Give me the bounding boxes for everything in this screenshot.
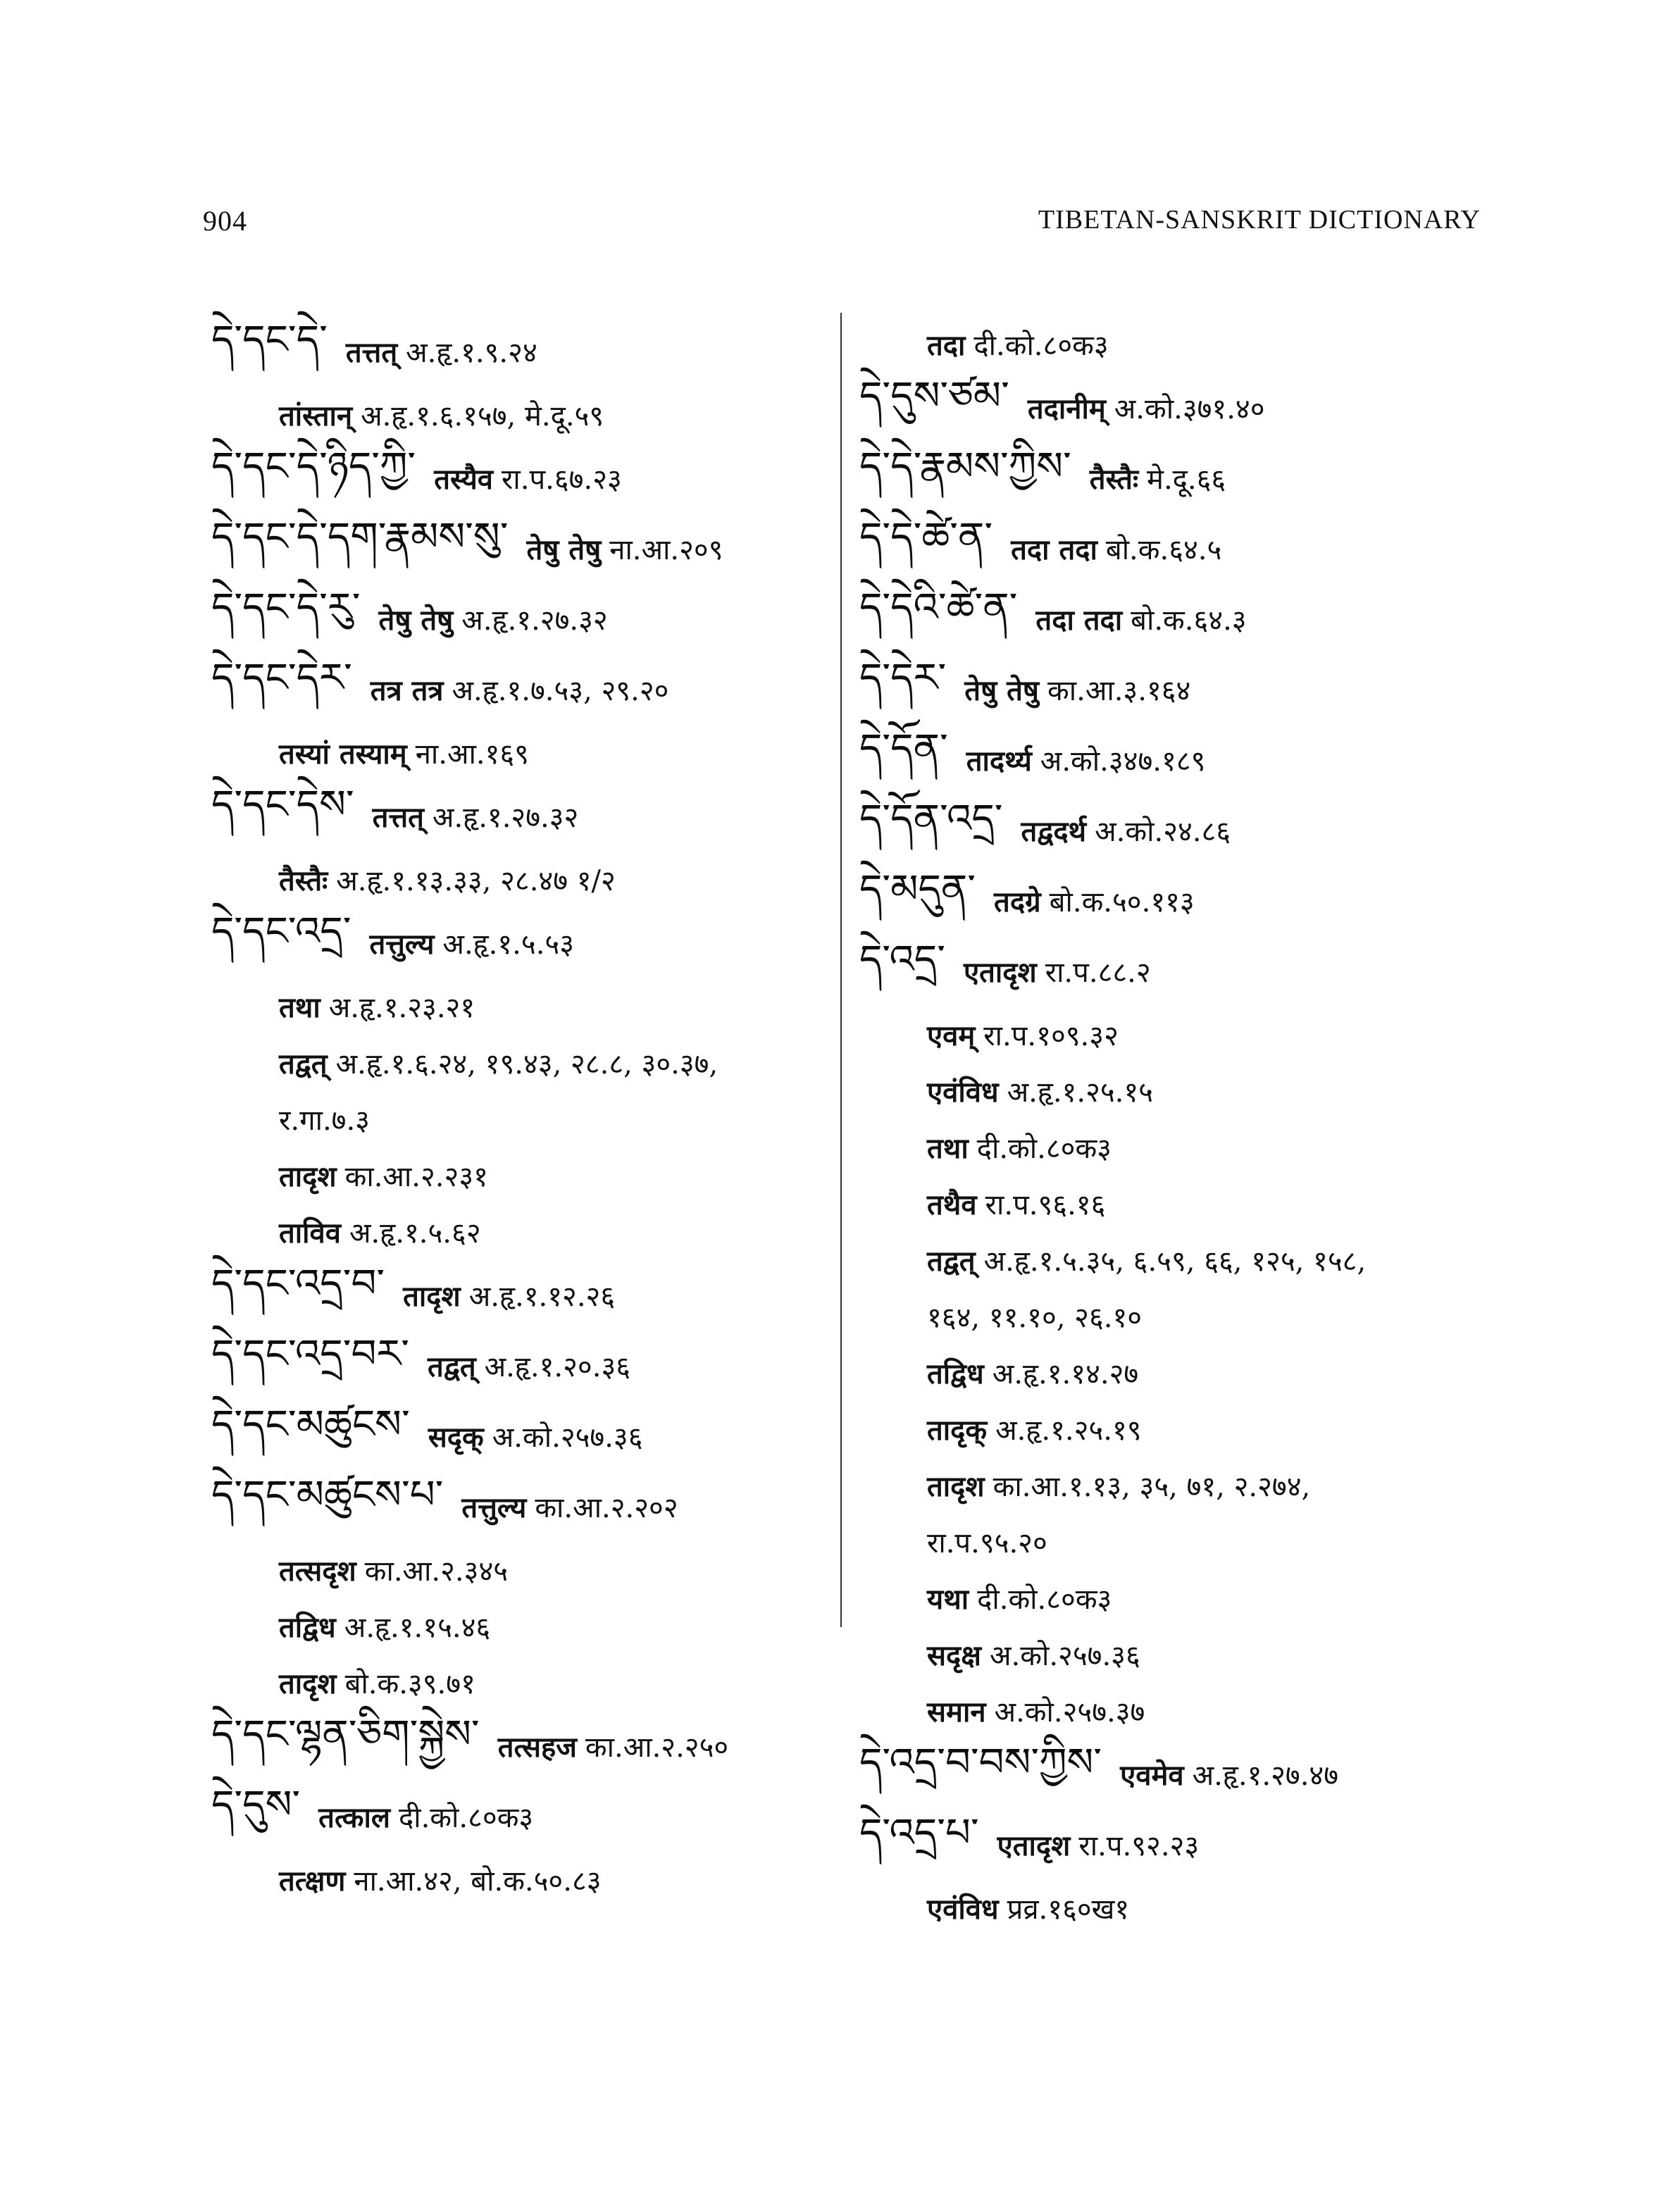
tibetan-headword: དེ་དང་དེ་ [211, 317, 328, 363]
source-reference: अ.हृ.१.२५.१९ [995, 1414, 1142, 1447]
source-reference: का.आ.२.३४५ [364, 1555, 509, 1588]
source-reference: ना.आ.१६९ [415, 737, 529, 771]
sanskrit-term: तादृश [927, 1469, 985, 1503]
left-column [211, 316, 831, 1907]
tibetan-headword: དེ་དང་མཚུངས་པ་ [211, 1472, 444, 1518]
source-reference: अ.को.२५७.३६ [492, 1421, 643, 1454]
sanskrit-equivalent [211, 1147, 831, 1203]
column-divider [840, 313, 842, 1627]
source-reference: अ.हृ.१.२७.३२ [432, 801, 579, 834]
source-reference: रा.प.९५.२० [927, 1526, 1047, 1559]
source-reference: दी.को.८०क३ [976, 1132, 1112, 1165]
source-reference: अ.हृ.१.५.३५, ६.५९, ६६, १२५, १५८, [983, 1245, 1367, 1278]
sanskrit-term: तत्सहज [497, 1730, 577, 1764]
source-reference: अ.हृ.१.९.२४ [406, 336, 537, 369]
source-reference: अ.हृ.१.१५.४६ [344, 1611, 491, 1644]
sanskrit-term: सदृक् [428, 1420, 484, 1454]
reference-continuation [859, 1288, 1493, 1344]
source-reference: अ.को.२५७.३७ [994, 1695, 1145, 1729]
sanskrit-term: तादृक् [927, 1413, 988, 1447]
sanskrit-equivalent [211, 1598, 831, 1654]
dictionary-entry [859, 865, 1493, 935]
source-reference: प्रव्र.१६०ख१ [1007, 1893, 1130, 1926]
source-reference: अ.हृ.१.२३.२१ [328, 991, 475, 1024]
dictionary-entry [859, 1809, 1493, 1879]
sanskrit-equivalent [211, 1541, 831, 1598]
sanskrit-equivalent [859, 1344, 1493, 1400]
source-reference: अ.हृ.१.५.६२ [349, 1216, 481, 1250]
tibetan-headword: དེ་དང་དེ་དག་རྣམས་སུ་ [211, 514, 509, 560]
sanskrit-term: तथैव [927, 1188, 977, 1221]
sanskrit-term: तत्सदृश [279, 1554, 356, 1588]
running-title: TIBETAN-SANSKRIT DICTIONARY [1038, 205, 1481, 235]
sanskrit-equivalent [859, 1457, 1493, 1513]
source-reference: का.आ.२.२५० [585, 1731, 729, 1764]
tibetan-headword: དེ་དང་དེ་ཉིད་ཀྱི་ [211, 444, 416, 490]
reference-continuation [211, 1090, 831, 1147]
reference-continuation [859, 1513, 1493, 1569]
tibetan-headword: དེ་དེར་ [859, 655, 947, 701]
sanskrit-equivalent [211, 1851, 831, 1907]
sanskrit-term: तद्वत् [279, 1047, 328, 1081]
sanskrit-term: तत्काल [318, 1800, 390, 1834]
source-reference: रा.प.८८.२ [1045, 956, 1151, 989]
dictionary-entry [211, 907, 831, 978]
dictionary-entry [211, 316, 831, 386]
source-reference: अ.हृ.१.६.२४, १९.४३, २८.८, ३०.३७, [335, 1047, 718, 1081]
sanskrit-term: सदृक्ष [927, 1638, 981, 1672]
source-reference: रा.प.९६.१६ [985, 1188, 1106, 1221]
right-column [859, 316, 1493, 1936]
sanskrit-term: तत्क्षण [279, 1864, 346, 1898]
source-reference: र.गा.७.३ [279, 1104, 370, 1137]
source-reference: अ.हृ.१.१२.२६ [468, 1280, 616, 1313]
source-reference: का.आ.२.२०२ [535, 1491, 678, 1524]
source-reference: मे.दू.६६ [1147, 463, 1226, 496]
sanskrit-term: तादृश [279, 1667, 337, 1700]
sanskrit-term: तद्वत् [428, 1350, 476, 1383]
source-reference: अ.हृ.१.१३.३३, २८.४७ १/२ [336, 864, 616, 897]
tibetan-headword: དེ་དང་དེ་རུ་ [211, 585, 361, 630]
sanskrit-term: तस्यां तस्याम् [279, 737, 407, 771]
sanskrit-equivalent [859, 1879, 1493, 1936]
dictionary-entry [211, 780, 831, 851]
source-reference: अ.हृ.१.२०.३६ [484, 1350, 631, 1383]
source-reference: १६४, ११.१०, २६.१० [927, 1301, 1143, 1334]
source-reference: का.आ.२.२३१ [344, 1160, 488, 1193]
sanskrit-term: एतादृश [997, 1829, 1071, 1862]
sanskrit-term: एवंविध [927, 1075, 999, 1109]
source-reference: बो.क.६४.५ [1105, 533, 1222, 566]
source-reference: बो.क.६४.३ [1131, 604, 1247, 637]
sanskrit-equivalent [859, 1062, 1493, 1119]
source-reference: रा.प.१०९.३२ [983, 1019, 1119, 1052]
source-reference: दी.को.८०क३ [977, 1583, 1112, 1616]
sanskrit-term: तद्वत् [927, 1244, 976, 1278]
source-reference: ना.आ.४२, बो.क.५०.८३ [354, 1864, 602, 1898]
source-reference: दी.को.८०क३ [398, 1801, 534, 1834]
sanskrit-term: तेषु तेषु [378, 603, 454, 637]
tibetan-headword: དེ་འདྲ་བ་བས་ཀྱིས་ [859, 1740, 1102, 1786]
tibetan-headword: དེ་དེའི་ཚེ་ན་ [859, 585, 1018, 630]
dictionary-entry [211, 654, 831, 724]
source-reference: अ.को.२५७.३६ [989, 1639, 1140, 1672]
dictionary-entry [859, 583, 1493, 654]
page-number: 904 [203, 205, 247, 237]
dictionary-entry [211, 1710, 831, 1781]
sanskrit-term: तेषु तेषु [526, 533, 602, 566]
tibetan-headword: དེ་དང་འདྲ་བར་ [211, 1331, 410, 1377]
sanskrit-term: तद्वदर्थ [1021, 814, 1087, 848]
sanskrit-equivalent [211, 978, 831, 1034]
source-reference: ना.आ.२०९ [609, 533, 723, 566]
sanskrit-term: एवमेव [1120, 1758, 1184, 1792]
sanskrit-term: समान [927, 1695, 986, 1729]
sanskrit-term: तादृश [403, 1279, 461, 1313]
sanskrit-equivalent [859, 1400, 1493, 1457]
tibetan-headword: དེ་དང་དེར་ [211, 655, 352, 701]
tibetan-headword: དེ་དེ་རྣམས་ཀྱིས་ [859, 444, 1071, 490]
tibetan-headword: དེ་དང་ལྷན་ཅིག་སྐྱེས་ [211, 1712, 480, 1757]
source-reference: का.आ.१.१३, ३५, ७१, २.२७४, [993, 1470, 1311, 1503]
sanskrit-equivalent [859, 1175, 1493, 1231]
sanskrit-term: तादर्थ्य [966, 744, 1032, 778]
source-reference: दी.को.८०क३ [973, 329, 1109, 362]
sanskrit-term: ताविव [279, 1216, 341, 1250]
sanskrit-term: तत्र तत्र [370, 673, 444, 707]
source-reference: का.आ.३.१६४ [1047, 674, 1191, 707]
source-reference: रा.प.९२.२३ [1078, 1829, 1200, 1862]
source-reference: अ.हृ.१.६.१५७, मे.दू.५९ [361, 399, 604, 432]
sanskrit-term: तस्यैव [434, 462, 494, 496]
sanskrit-term: तैस्तैः [1089, 462, 1139, 496]
tibetan-headword: དེ་དང་འདྲ་བ་ [211, 1261, 385, 1307]
tibetan-headword: དེ་དང་འདྲ་ [211, 909, 351, 954]
tibetan-headword: དེ་འདྲ་པ་ [859, 1810, 979, 1856]
tibetan-headword: དེ་དང་དེས་ [211, 782, 354, 828]
sanskrit-equivalent [211, 1034, 831, 1090]
tibetan-headword: དེ་དུས་ [211, 1782, 301, 1828]
sanskrit-term: तथा [279, 990, 321, 1024]
sanskrit-term: तेषु तेषु [964, 673, 1040, 707]
source-reference: बो.क.५०.११३ [1049, 885, 1195, 919]
sanskrit-term: तदा [927, 328, 966, 362]
tibetan-headword: དེ་དོན་འདྲ་ [859, 796, 1003, 842]
source-reference: अ.को.२४.८६ [1095, 815, 1231, 848]
sanskrit-equivalent [859, 1006, 1493, 1062]
tibetan-headword: དེ་དེ་ཚེ་ན་ [859, 514, 993, 560]
source-reference: अ.हृ.१.७.५३, २९.२० [452, 674, 669, 707]
tibetan-headword: དེ་དོན་ [859, 726, 948, 771]
sanskrit-term: तत्तत् [372, 800, 424, 834]
source-reference: अ.हृ.१.२७.३२ [461, 604, 608, 637]
sanskrit-term: तथा [927, 1131, 969, 1165]
source-reference: अ.हृ.१.१४.२७ [992, 1357, 1139, 1390]
source-reference: अ.को.३४७.१८९ [1040, 745, 1206, 778]
page-header [0, 204, 1680, 247]
source-reference: अ.हृ.१.२७.४७ [1192, 1759, 1339, 1792]
sanskrit-term: तद्विध [279, 1610, 336, 1644]
sanskrit-term: एवम् [927, 1019, 976, 1052]
sanskrit-term: तांस्तान् [279, 399, 353, 432]
sanskrit-term: तत्तुल्य [461, 1490, 527, 1524]
source-reference: अ.को.३७१.४० [1114, 392, 1265, 425]
sanskrit-term: तत्तत् [345, 335, 398, 369]
sanskrit-equivalent [859, 1569, 1493, 1626]
sanskrit-term: तदा तदा [1011, 533, 1097, 566]
sanskrit-term: एतादृश [963, 955, 1037, 989]
sanskrit-term: यथा [927, 1582, 969, 1616]
sanskrit-equivalent [859, 1231, 1493, 1288]
sanskrit-term: तदा तदा [1035, 603, 1123, 637]
tibetan-headword: དེ་དང་མཚུངས་ [211, 1402, 410, 1447]
sanskrit-term: तैस्तैः [279, 864, 328, 897]
sanskrit-equivalent [859, 1119, 1493, 1175]
source-reference: रा.प.६७.२३ [502, 463, 622, 496]
tibetan-headword: དེ་དུས་ཙམ་ [859, 373, 1009, 419]
source-reference: अ.हृ.१.२५.१५ [1007, 1076, 1153, 1109]
dictionary-entry [211, 1471, 831, 1541]
source-reference: अ.हृ.१.५.५३ [442, 928, 575, 961]
tibetan-headword: དེ་མདུན་ [859, 866, 976, 912]
sanskrit-term: तदानीम् [1027, 392, 1106, 425]
sanskrit-term: तद्विध [927, 1357, 984, 1390]
sanskrit-term: तादृश [279, 1159, 337, 1193]
sanskrit-term: एवंविध [927, 1892, 999, 1926]
sanskrit-term: तदग्रे [994, 885, 1041, 919]
source-reference: बो.क.३९.७१ [344, 1667, 475, 1700]
tibetan-headword: དེ་འདྲ་ [859, 937, 945, 983]
sanskrit-equivalent [859, 1626, 1493, 1682]
sanskrit-term: तत्तुल्य [369, 927, 435, 961]
